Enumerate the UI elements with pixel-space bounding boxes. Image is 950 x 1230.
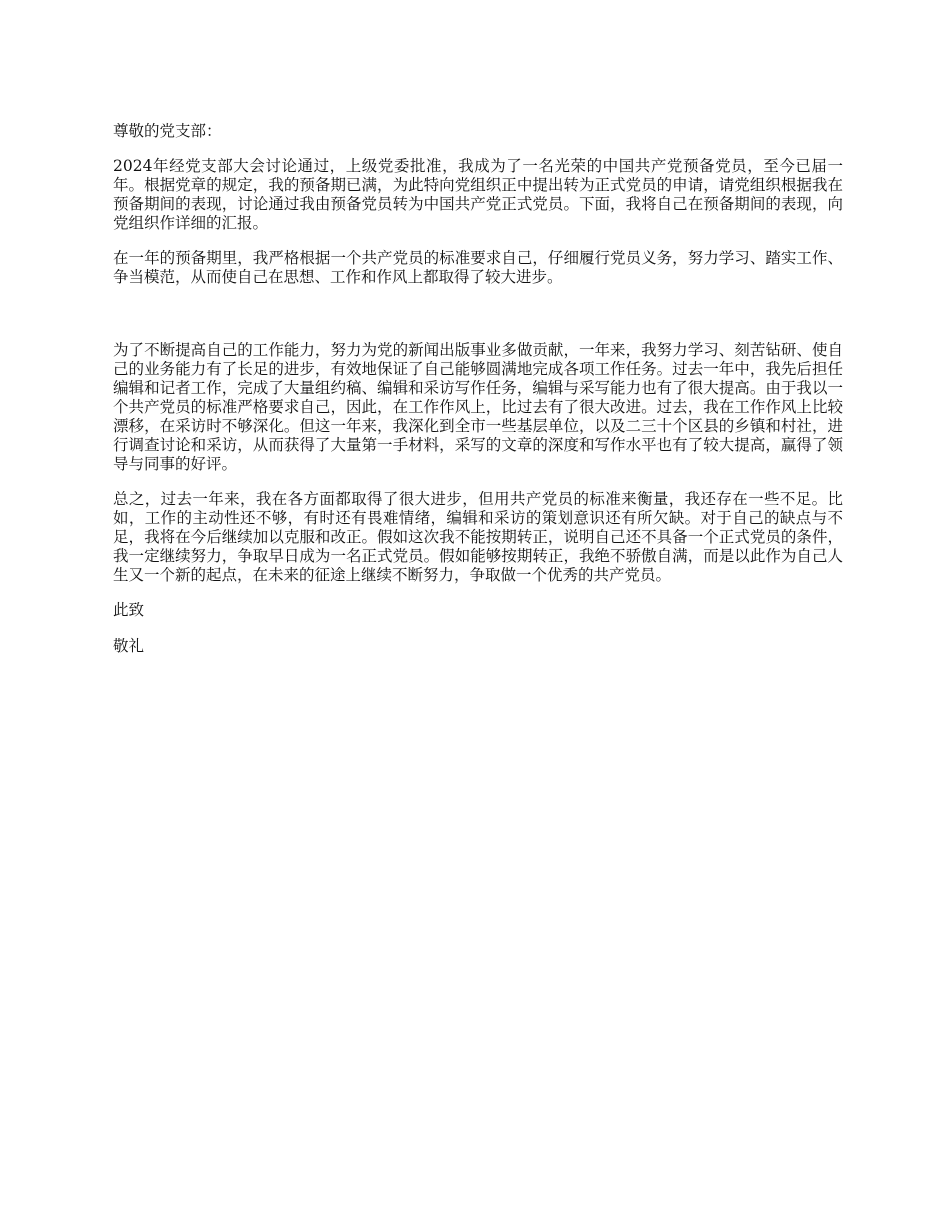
- paragraph-4: 总之，过去一年来，我在各方面都取得了很大进步，但用共产党员的标准来衡量，我还存在一些不足。比如，工作的主动性还不够，有时还有畏难情绪，编辑和采访的策划意识还有所欠缺。对于自己的缺点与不足，我将在今后继续加以克服和改正。假如这次我不能按期转正，说明自己还不具备一个正式党员的条件，我一定继续努力，争取早日成为一名正式党员。假如能够按期转正，我绝不骄傲自满，而是以此作为自己人生又一个新的起点，在未来的征途上继续不断努力，争取做一个优秀的共产党员。: [113, 490, 843, 584]
- salutation: 尊敬的党支部：: [113, 122, 222, 140]
- paragraph-3: 为了不断提高自己的工作能力，努力为党的新闻出版事业多做贡献，一年来，我努力学习、刻苦钻研、使自己的业务能力有了长足的进步，有效地保证了自己能够圆满地完成各项工作任务。过去一年中，我先后担任编辑和记者工作，完成了大量组约稿、编辑和采访写作任务，编辑与采写能力也有了很大提高。由于我以一个共产党员的标准严格要求自己，因此，在工作作风上，比过去有了很大改进。过去，我在工作作风上比较漂移，在采访时不够深化。但这一年来，我深化到全市一些基层单位，以及二三十个区县的乡镇和村社，进行调查讨论和采访，从而获得了大量第一手材料，采写的文章的深度和写作水平也有了较大提高，赢得了领导与同事的好评。: [113, 341, 843, 473]
- closing-line-1: 此致: [113, 601, 145, 619]
- letter-body: [113, 122, 843, 656]
- paragraph-1: 2024年经党支部大会讨论通过，上级党委批准，我成为了一名光荣的中国共产党预备党员，至今已届一年。根据党章的规定，我的预备期已满，为此特向党组织正中提出转为正式党员的申请，请党组织根据我在预备期间的表现，讨论通过我由预备党员转为中国共产党正式党员。下面，我将自己在预备期间的表现，向党组织作详细的汇报。: [113, 157, 843, 232]
- paragraph-2: 在一年的预备期里，我严格根据一个共产党员的标准要求自己，仔细履行党员义务，努力学习、踏实工作、争当模范，从而使自己在思想、工作和作风上都取得了较大进步。: [113, 249, 843, 286]
- closing-line-2: 敬礼: [113, 637, 145, 655]
